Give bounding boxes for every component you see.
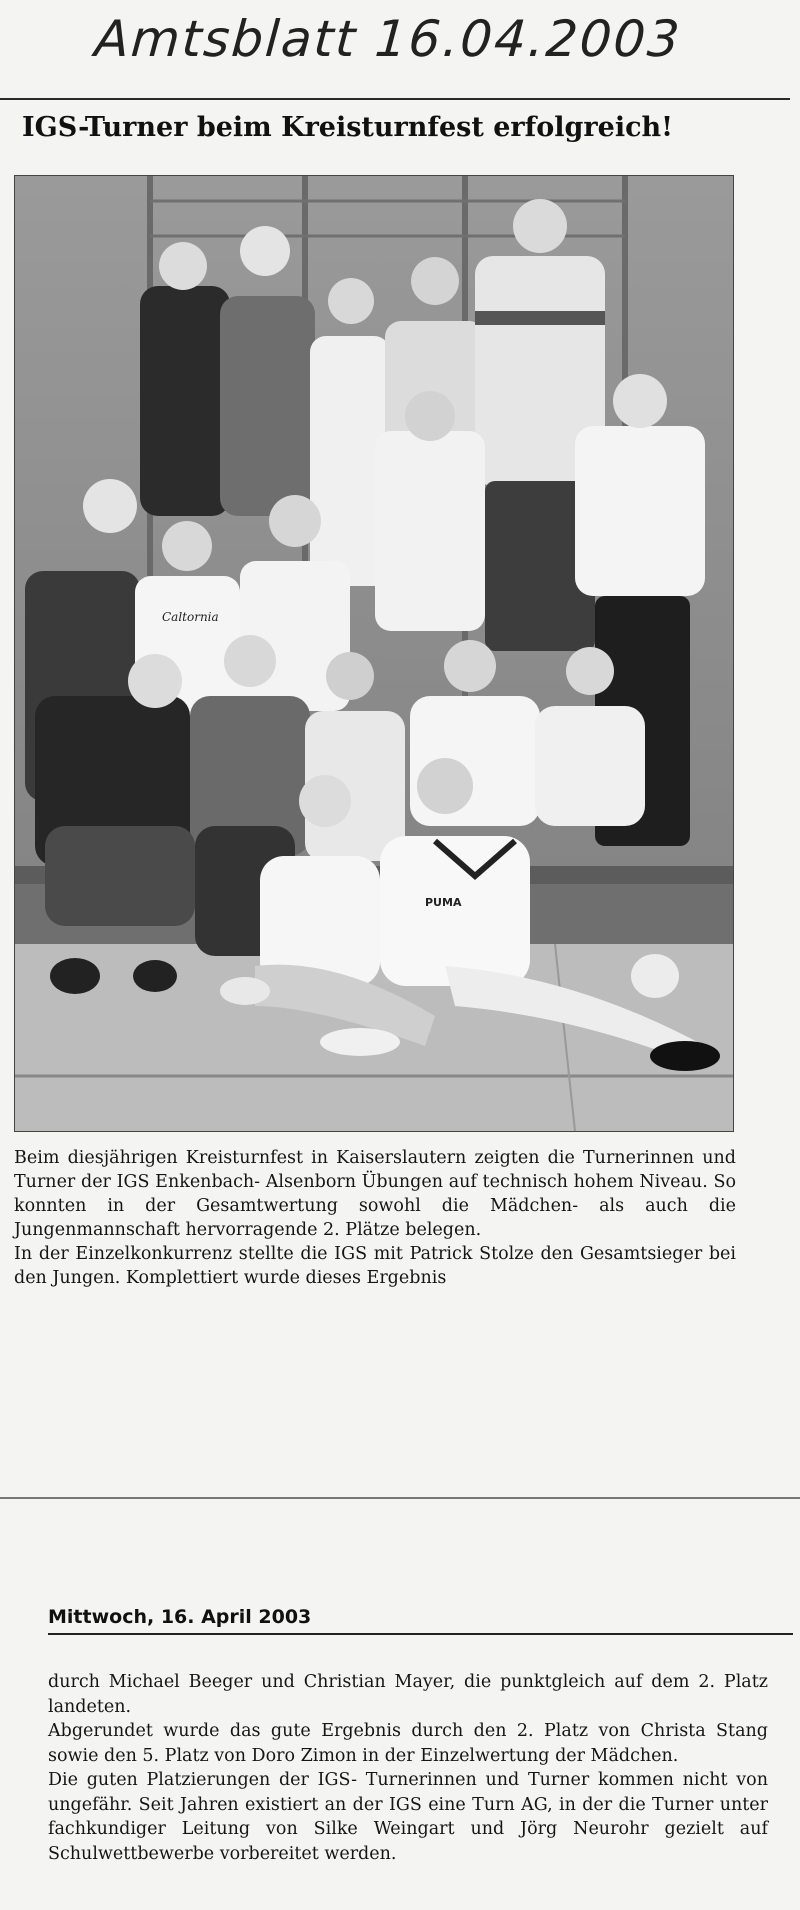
photo-caption xyxy=(14,1146,736,1290)
continuation-paragraph-1: durch Michael Beeger und Christian Mayer, die punktgleich auf dem 2. Platz landeten. xyxy=(48,1672,768,1717)
team-photo-illustration xyxy=(15,176,733,1131)
dateline: Mittwoch, 16. April 2003 xyxy=(48,1606,312,1628)
handwritten-note: Amtsblatt 16.04.2003 xyxy=(92,10,684,68)
shirt-print-puma: PUMA xyxy=(425,896,462,909)
caption-paragraph-1: Beim diesjährigen Kreisturnfest in Kaiserslautern zeigten die Turnerinnen und Turner der IGS Enkenbach- Alsenborn Übungen auf technisch hohem Niveau. So konnten in der Gesamtwertung sowohl die Mädchen- als auch die Jungenmannschaft hervorragende 2. Plätze belegen. xyxy=(14,1148,736,1240)
top-rule xyxy=(0,98,790,100)
continuation-paragraph-2: Abgerundet wurde das gute Ergebnis durch den 2. Platz von Christa Stang sowie den 5. Platz von Doro Zimon in der Einzelwertung der Mädchen. xyxy=(48,1721,768,1766)
team-photo xyxy=(14,175,734,1132)
article-continuation xyxy=(48,1670,768,1866)
caption-paragraph-2: In der Einzelkonkurrenz stellte die IGS mit Patrick Stolze den Gesamtsieger bei den Jungen. Komplettiert wurde dieses Ergebnis xyxy=(14,1244,736,1288)
dateline-rule xyxy=(48,1633,793,1635)
article-headline: IGS-Turner beim Kreisturnfest erfolgreich! xyxy=(22,112,673,143)
continuation-paragraph-3: Die guten Platzierungen der IGS- Turnerinnen und Turner kommen nicht von ungefähr. Seit Jahren existiert an der IGS eine Turn AG, in der die Turner unter fachkundiger Leitung von Silke Weingart und Jörg Neurohr gezielt auf Schulwettbewerbe vorbereitet werden. xyxy=(48,1770,768,1864)
page-divider xyxy=(0,1497,800,1499)
shirt-print-california: Caltornia xyxy=(162,610,219,624)
